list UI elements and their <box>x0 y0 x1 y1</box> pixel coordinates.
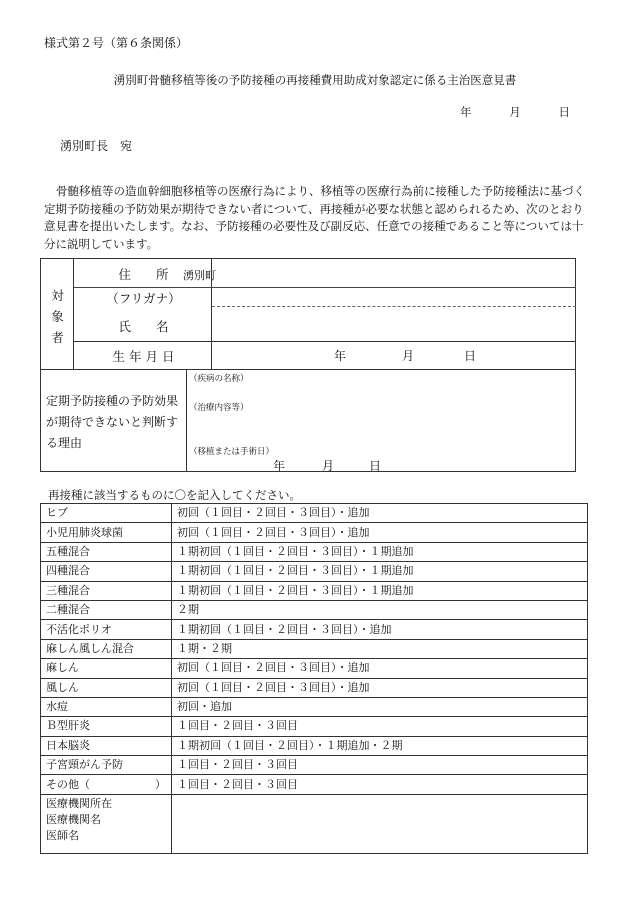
vaccine-doses[interactable]: 初回（１回目・２回目・３回目）・追加 <box>172 504 588 523</box>
institution-labels <box>41 794 172 853</box>
address-field[interactable]: 湧別町 <box>183 269 216 282</box>
table-row <box>41 678 588 697</box>
vaccine-name: 子宮頸がん予防 <box>41 756 172 775</box>
vaccine-doses[interactable]: １回目・２回目・３回目 <box>172 717 588 736</box>
vaccine-name: Ｂ型肝炎 <box>41 717 172 736</box>
reason-row-divider <box>41 369 576 370</box>
table-row-other <box>41 775 588 794</box>
applicant-group-cell <box>41 259 74 369</box>
address-row-divider <box>74 287 576 288</box>
vaccine-doses[interactable]: １期初回（１回目・２回目・３回目）・１期追加 <box>172 562 588 581</box>
vaccine-name: 小児用肺炎球菌 <box>41 523 172 542</box>
vaccine-name: 四種混合 <box>41 562 172 581</box>
treatment-label: （治療内容等） <box>189 403 249 413</box>
table-row <box>41 581 588 600</box>
applicant-table <box>40 258 576 472</box>
vaccine-name: 二種混合 <box>41 600 172 619</box>
document-title: 湧別町骨髄移植等後の予防接種の再接種費用助成対象認定に係る主治医意見書 <box>113 73 517 87</box>
vaccine-doses[interactable]: １期初回（１回目・２回目・３回目）・１期追加 <box>172 542 588 561</box>
institution-field[interactable] <box>172 794 588 853</box>
instruction-text: 再接種に該当するものに〇を記入してください。 <box>48 488 301 502</box>
institution-address-label: 医療機関所在 <box>46 796 112 810</box>
vaccine-name: 五種混合 <box>41 542 172 561</box>
date-month-label: 月 <box>509 105 521 119</box>
vaccine-doses[interactable]: １期初回（１回目・２回目・３回目）・１期追加 <box>172 581 588 600</box>
treatment-field[interactable] <box>187 413 575 443</box>
vaccine-doses[interactable]: １期初回（１回目・２回目・３回目）・追加 <box>172 620 588 639</box>
vaccine-doses[interactable]: １回目・２回目・３回目 <box>172 756 588 775</box>
table-row <box>41 504 588 523</box>
vaccine-name: 麻しん風しん混合 <box>41 639 172 658</box>
disease-label: （疾病の名称） <box>189 374 249 384</box>
vaccine-name: 三種混合 <box>41 581 172 600</box>
table-row <box>41 756 588 775</box>
transplant-date-field[interactable] <box>187 456 575 472</box>
table-row <box>41 600 588 619</box>
transplant-year-label: 年 <box>273 459 286 473</box>
table-row <box>41 562 588 581</box>
institution-row <box>41 794 588 853</box>
date-day-label: 日 <box>558 105 570 119</box>
vaccine-name: 水痘 <box>41 697 172 716</box>
vaccine-name: 麻しん <box>41 659 172 678</box>
vaccine-table <box>40 503 588 854</box>
dob-month-label: 月 <box>402 348 415 363</box>
table-row <box>41 620 588 639</box>
group-char-3: 者 <box>51 330 64 345</box>
vaccine-doses[interactable]: 初回（１回目・２回目・３回目）・追加 <box>172 678 588 697</box>
vaccine-name: 風しん <box>41 678 172 697</box>
vaccine-name: 日本脳炎 <box>41 736 172 755</box>
table-row <box>41 717 588 736</box>
dob-day-label: 日 <box>464 348 477 363</box>
addressee: 湧別町長 宛 <box>60 139 133 153</box>
table-row <box>41 697 588 716</box>
date-year-label: 年 <box>460 105 472 119</box>
table-row <box>41 523 588 542</box>
vaccine-doses[interactable]: 初回（１回目・２回目・３回目）・追加 <box>172 659 588 678</box>
statement-text: 骨髄移植等の造血幹細胞移植等の医療行為により、移植等の医療行為前に接種した予防接種法に基づく定期予防接種の予防効果が期待できない者について、再接種が必要な状態と認められるため、次のとおり意見書を提出いたします。なお、予防接種の必要性及び副反応、任意での接種であること等については十分に説明しています。 <box>44 184 585 251</box>
other-close-label: ） <box>155 777 166 791</box>
vaccine-name: ヒブ <box>41 504 172 523</box>
group-char-1: 対 <box>51 288 64 303</box>
name-field[interactable] <box>212 307 576 341</box>
institution-name-label: 医療機関名 <box>46 812 101 826</box>
table-row <box>41 639 588 658</box>
submission-date[interactable] <box>460 104 570 120</box>
vaccine-doses[interactable]: ２期 <box>172 600 588 619</box>
transplant-date-label: （移植または手術日） <box>189 447 275 457</box>
other-open-label: その他（ <box>46 777 90 791</box>
furigana-field[interactable] <box>212 287 576 305</box>
transplant-day-label: 日 <box>369 459 382 473</box>
vaccine-doses[interactable]: １期初回（１回目・２回目）・１期追加・２期 <box>172 736 588 755</box>
form-number: 様式第２号（第６条関係） <box>44 36 189 50</box>
vaccine-doses[interactable]: 初回（１回目・２回目・３回目）・追加 <box>172 523 588 542</box>
furigana-label: （フリガナ） <box>106 291 181 306</box>
disease-field[interactable] <box>187 383 575 399</box>
group-char-2: 象 <box>51 309 64 324</box>
vaccine-name: 不活化ポリオ <box>41 620 172 639</box>
other-vaccine-name[interactable] <box>41 775 172 794</box>
name-label: 氏 名 <box>118 319 169 334</box>
dob-label: 生 年 月 日 <box>112 349 175 364</box>
dob-year-label: 年 <box>334 348 347 363</box>
dob-field[interactable] <box>212 341 576 369</box>
table-row <box>41 542 588 561</box>
doctor-name-label: 医師名 <box>46 828 79 842</box>
vaccine-doses[interactable]: １期・２期 <box>172 639 588 658</box>
reason-label: 定期予防接種の予防効果が期待できないと判断する理由 <box>46 394 179 450</box>
other-vaccine-doses[interactable]: １回目・２回目・３回目 <box>172 775 588 794</box>
transplant-month-label: 月 <box>322 459 335 473</box>
table-row <box>41 659 588 678</box>
address-label: 住 所 <box>118 267 169 282</box>
vaccine-doses[interactable]: 初回・追加 <box>172 697 588 716</box>
table-row <box>41 736 588 755</box>
